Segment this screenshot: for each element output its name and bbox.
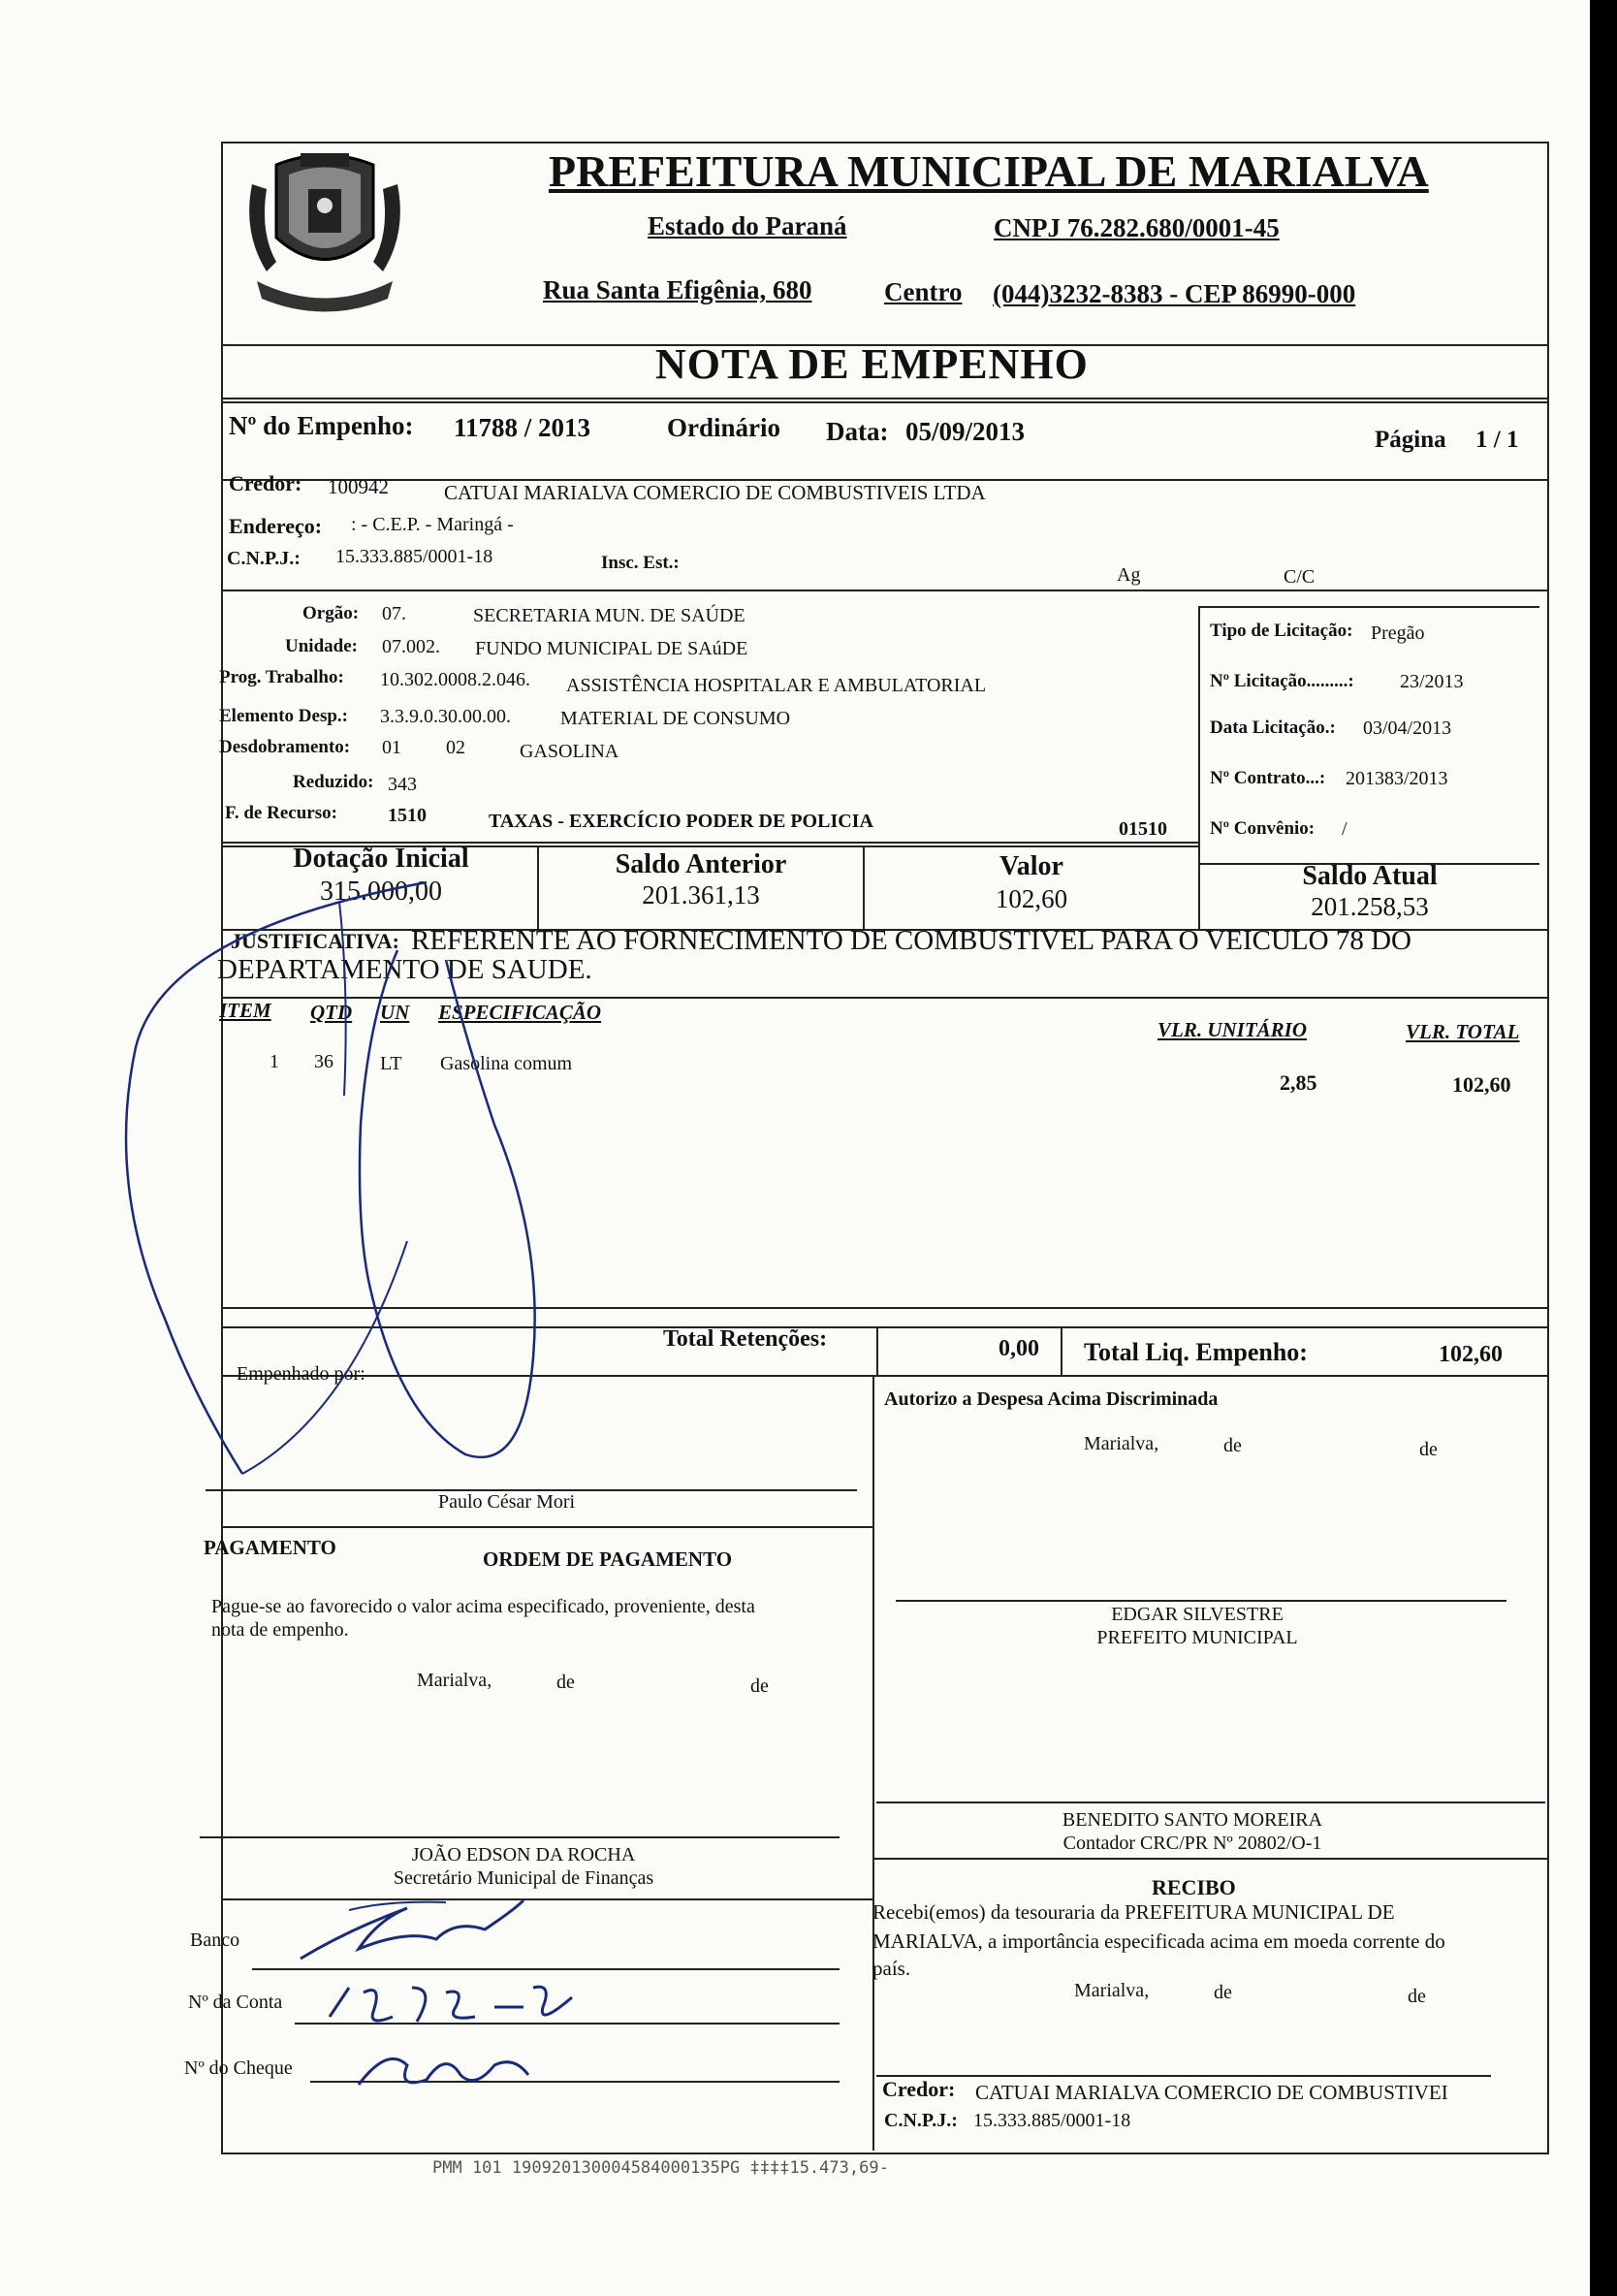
convenio-value: /	[1342, 818, 1348, 840]
orgao-label: Orgão:	[302, 603, 360, 623]
total-retencoes-label: Total Retenções:	[663, 1326, 828, 1352]
insc-est-label: Insc. Est.:	[601, 553, 680, 573]
elemento-name: MATERIAL DE CONSUMO	[560, 708, 791, 729]
ordem-text-2: nota de empenho.	[211, 1619, 349, 1641]
autorizo-city: Marialva,	[1084, 1433, 1159, 1454]
divider	[872, 1858, 1547, 1860]
desdobramento-a: 01	[382, 737, 401, 758]
recibo-line-3: país.	[872, 1957, 911, 1980]
empenhado-label: Empenhado por:	[237, 1363, 365, 1385]
prog-code: 10.302.0008.2.046.	[380, 669, 530, 690]
header-phone-cep: (044)3232-8383 - CEP 86990-000	[993, 279, 1356, 308]
empenho-date-label: Data:	[826, 417, 889, 446]
orgao-name: SECRETARIA MUN. DE SAÚDE	[473, 605, 745, 626]
data-licitacao-value: 03/04/2013	[1363, 718, 1452, 739]
col-un-header: UN	[380, 1001, 410, 1024]
handwritten-annotation-signature	[107, 873, 611, 1493]
row-item: 1	[270, 1051, 279, 1072]
handwritten-cheque-signature	[349, 2036, 543, 2094]
orgao-code: 07.	[382, 603, 406, 624]
ordem-de-2: de	[750, 1675, 769, 1697]
recibo-cnpj-label: C.N.P.J.:	[884, 2110, 958, 2131]
recibo-credor-name: CATUAI MARIALVA COMERCIO DE COMBUSTIVEI	[975, 2081, 1448, 2104]
recurso-code: 1510	[388, 805, 427, 826]
elemento-label: Elemento Desp.:	[219, 706, 348, 726]
recibo-cnpj-value: 15.333.885/0001-18	[973, 2110, 1131, 2131]
divider	[872, 1375, 874, 2151]
num-licitacao-value: 23/2013	[1400, 671, 1464, 692]
desdobramento-label: Desdobramento:	[219, 737, 351, 757]
saldo-atual-value: 201.258,53	[1311, 892, 1429, 921]
tipo-licitacao-label: Tipo de Licitação:	[1210, 621, 1353, 641]
ordem-de-1: de	[556, 1672, 575, 1693]
credor-code: 100942	[328, 475, 389, 498]
divider	[1198, 606, 1539, 608]
prog-name: ASSISTÊNCIA HOSPITALAR E AMBULATORIAL	[566, 675, 987, 696]
recibo-de-2: de	[1408, 1986, 1426, 2007]
signature-line	[200, 1836, 840, 1838]
valor-value: 102,60	[995, 884, 1068, 913]
handwritten-conta-number	[310, 1968, 601, 2036]
col-spec-header: ESPECIFICAÇÃO	[438, 1001, 602, 1024]
header-district: Centro	[884, 277, 963, 306]
ordem-text-1: Pague-se ao favorecido o valor acima especificado, proveniente, desta	[211, 1596, 755, 1617]
col-qtd-header: QTD	[310, 1001, 353, 1024]
credor-label: Credor:	[229, 471, 302, 495]
recurso-code-2: 01510	[1119, 818, 1167, 840]
recibo-de-1: de	[1214, 1982, 1232, 2003]
document-title: NOTA DE EMPENHO	[655, 340, 1089, 388]
total-liq-value: 102,60	[1439, 1342, 1503, 1367]
empenho-date: 05/09/2013	[905, 417, 1026, 446]
col-unit-header: VLR. UNITÁRIO	[1157, 1018, 1308, 1041]
header-cnpj: CNPJ 76.282.680/0001-45	[994, 213, 1280, 242]
num-licitacao-label: Nº Licitação.........:	[1210, 671, 1354, 691]
divider	[221, 1526, 872, 1528]
cc-label: C/C	[1284, 566, 1316, 588]
justificativa-line-1: REFERENTE AO FORNECIMENTO DE COMBUSTIVEL PARA O VEICULO 78 DO	[411, 925, 1411, 956]
divider	[221, 401, 1547, 403]
ordem-city: Marialva,	[417, 1670, 492, 1691]
prefeito-title: PREFEITO MUNICIPAL	[1096, 1627, 1298, 1648]
elemento-code: 3.3.9.0.30.00.00.	[380, 706, 511, 727]
page-label: Página	[1375, 427, 1446, 453]
recurso-name: TAXAS - EXERCÍCIO PODER DE POLICIA	[489, 811, 873, 832]
empenho-number: 11788 / 2013	[454, 413, 591, 442]
recibo-line-2: MARIALVA, a importância especificada acima em moeda corrente do	[872, 1929, 1445, 1953]
signature-line	[876, 1802, 1545, 1803]
handwritten-banco-signature	[291, 1891, 533, 1968]
contador-title: Contador CRC/PR Nº 20802/O-1	[1062, 1833, 1322, 1854]
empenhado-name: Paulo César Mori	[438, 1491, 576, 1513]
header-state: Estado do Paraná	[648, 211, 847, 240]
total-retencoes-value: 0,00	[999, 1336, 1039, 1361]
divider	[221, 398, 1547, 399]
header-address: Rua Santa Efigênia, 680	[543, 275, 812, 304]
secretario-title: Secretário Municipal de Finanças	[393, 1867, 654, 1889]
secretario-name: JOÃO EDSON DA ROCHA	[411, 1844, 636, 1866]
address-label: Endereço:	[229, 514, 323, 538]
footer-stamp: PMM 101 190920130004584000135PG ‡‡‡‡15.473,69-	[432, 2158, 889, 2178]
signature-line	[896, 1600, 1506, 1602]
col-total-header: VLR. TOTAL	[1406, 1020, 1520, 1043]
divider	[876, 1326, 878, 1375]
recibo-line-1: Recebi(emos) da tesouraria da PREFEITURA MUNICIPAL DE	[872, 1900, 1395, 1924]
contador-name: BENEDITO SANTO MOREIRA	[1062, 1809, 1323, 1831]
divider	[1198, 606, 1200, 863]
desdobramento-name: GASOLINA	[520, 741, 619, 762]
pagamento-label: PAGAMENTO	[204, 1536, 336, 1559]
recurso-label: F. de Recurso:	[225, 803, 337, 823]
prog-label: Prog. Trabalho:	[219, 667, 344, 687]
row-qtd: 36	[314, 1051, 333, 1072]
row-un: LT	[380, 1053, 402, 1074]
total-liq-label: Total Liq. Empenho:	[1084, 1338, 1308, 1366]
saldo-anterior-label: Saldo Anterior	[615, 849, 787, 879]
divider	[876, 2075, 1491, 2077]
saldo-atual-label: Saldo Atual	[1302, 861, 1438, 891]
contrato-value: 201383/2013	[1346, 768, 1448, 789]
data-licitacao-label: Data Licitação.:	[1210, 718, 1336, 738]
row-spec: Gasolina comum	[440, 1053, 573, 1074]
address-value: : - C.E.P. - Maringá -	[351, 514, 514, 535]
empenho-number-label: Nº do Empenho:	[229, 411, 414, 440]
cnpj-value: 15.333.885/0001-18	[335, 546, 493, 567]
row-total-value: 102,60	[1452, 1072, 1511, 1097]
col-item-header: ITEM	[219, 999, 271, 1022]
reduzido-code: 343	[388, 774, 417, 795]
autorizo-de-2: de	[1419, 1439, 1438, 1460]
contrato-label: Nº Contrato...:	[1210, 768, 1326, 788]
banco-label: Banco	[190, 1929, 240, 1951]
ordem-pagamento-label: ORDEM DE PAGAMENTO	[483, 1547, 733, 1571]
convenio-label: Nº Convênio:	[1210, 818, 1316, 839]
empenho-type: Ordinário	[667, 413, 781, 442]
dotacao-label: Dotação Inicial	[293, 844, 469, 874]
coat-of-arms-logo	[233, 145, 417, 315]
header-title: PREFEITURA MUNICIPAL DE MARIALVA	[549, 146, 1429, 196]
desdobramento-b: 02	[446, 737, 465, 758]
recibo-title: RECIBO	[1152, 1875, 1236, 1899]
autorizo-de-1: de	[1223, 1435, 1242, 1456]
prefeito-name: EDGAR SILVESTRE	[1111, 1604, 1284, 1625]
recibo-credor-label: Credor:	[882, 2077, 956, 2101]
page-number: 1 / 1	[1475, 427, 1519, 453]
divider	[1061, 1326, 1062, 1375]
reduzido-label: Reduzido:	[293, 772, 374, 792]
cnpj-label: C.N.P.J.:	[227, 548, 301, 569]
unidade-name: FUNDO MUNICIPAL DE SAúDE	[475, 638, 748, 659]
dotacao-value: 315.000,00	[320, 877, 442, 907]
tipo-licitacao-value: Pregão	[1371, 622, 1425, 644]
ag-label: Ag	[1117, 564, 1141, 586]
credor-name: CATUAI MARIALVA COMERCIO DE COMBUSTIVEIS LTDA	[444, 481, 986, 504]
unidade-label: Unidade:	[285, 636, 358, 656]
divider	[221, 590, 1547, 591]
autorizo-text: Autorizo a Despesa Acima Discriminada	[884, 1388, 1219, 1410]
row-unit-value: 2,85	[1280, 1070, 1317, 1095]
cheque-label: Nº do Cheque	[184, 2057, 293, 2079]
conta-label: Nº da Conta	[188, 1992, 283, 2013]
recibo-city: Marialva,	[1074, 1980, 1150, 2001]
saldo-anterior-value: 201.361,13	[642, 880, 760, 909]
justificativa-label: JUSTIFICATIVA:	[231, 929, 400, 953]
valor-label: Valor	[999, 851, 1063, 881]
unidade-code: 07.002.	[382, 636, 440, 657]
justificativa-line-2: DEPARTAMENTO DE SAUDE.	[217, 954, 592, 985]
